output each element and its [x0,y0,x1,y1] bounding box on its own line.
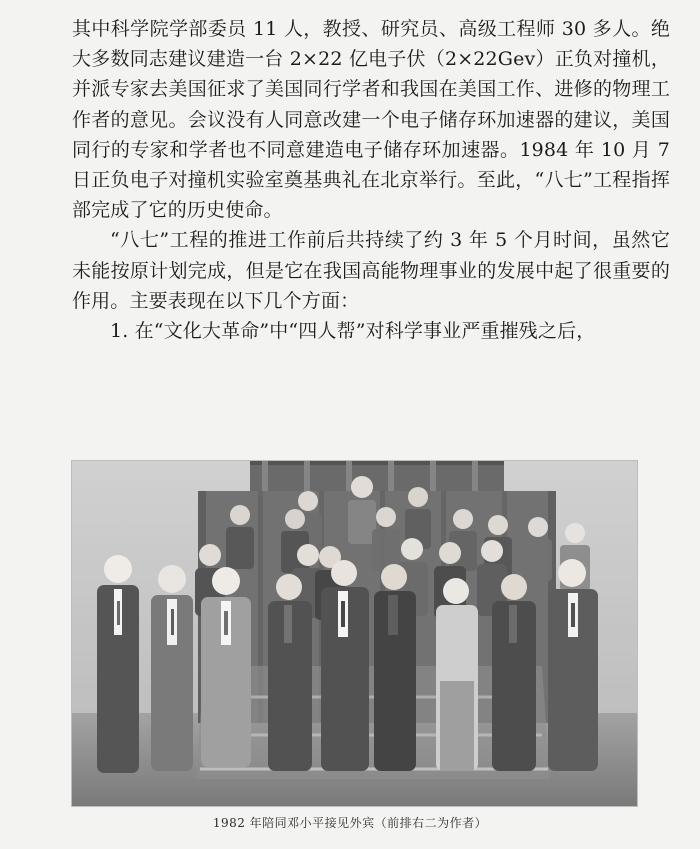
body-text [72,14,670,346]
group-photo-image [72,461,637,806]
group-photo [71,460,638,807]
photo-caption: 1982 年陪同邓小平接见外宾（前排右二为作者） [212,816,488,830]
paragraph-1: 其中科学院学部委员 11 人，教授、研究员、高级工程师 30 多人。绝大多数同志建议建造一台 2×22 亿电子伏（2×22Gev）正负对撞机，并派专家去美国征求了美国同行学者和我国在美国工作、进修的物理工作者的意见。会议没有人同意改建一个电子储存环加速器的建议，美国同行的专家和学者也不同意建造电子储存环加速器。1984 年 10 月 7 日正负电子对撞机实验室奠基典礼在北京举行。至此，“八七”工程指挥部完成了它的历史使命。 [72,18,670,222]
paragraph-3: 1. 在“文化大革命”中“四人帮”对科学事业严重摧残之后， [110,320,596,343]
paragraph-2: “八七”工程的推进工作前后共持续了约 3 年 5 个月时间，虽然它未能按原计划完成，但是它在我国高能物理事业的发展中起了很重要的作用。主要表现在以下几个方面： [72,229,670,312]
